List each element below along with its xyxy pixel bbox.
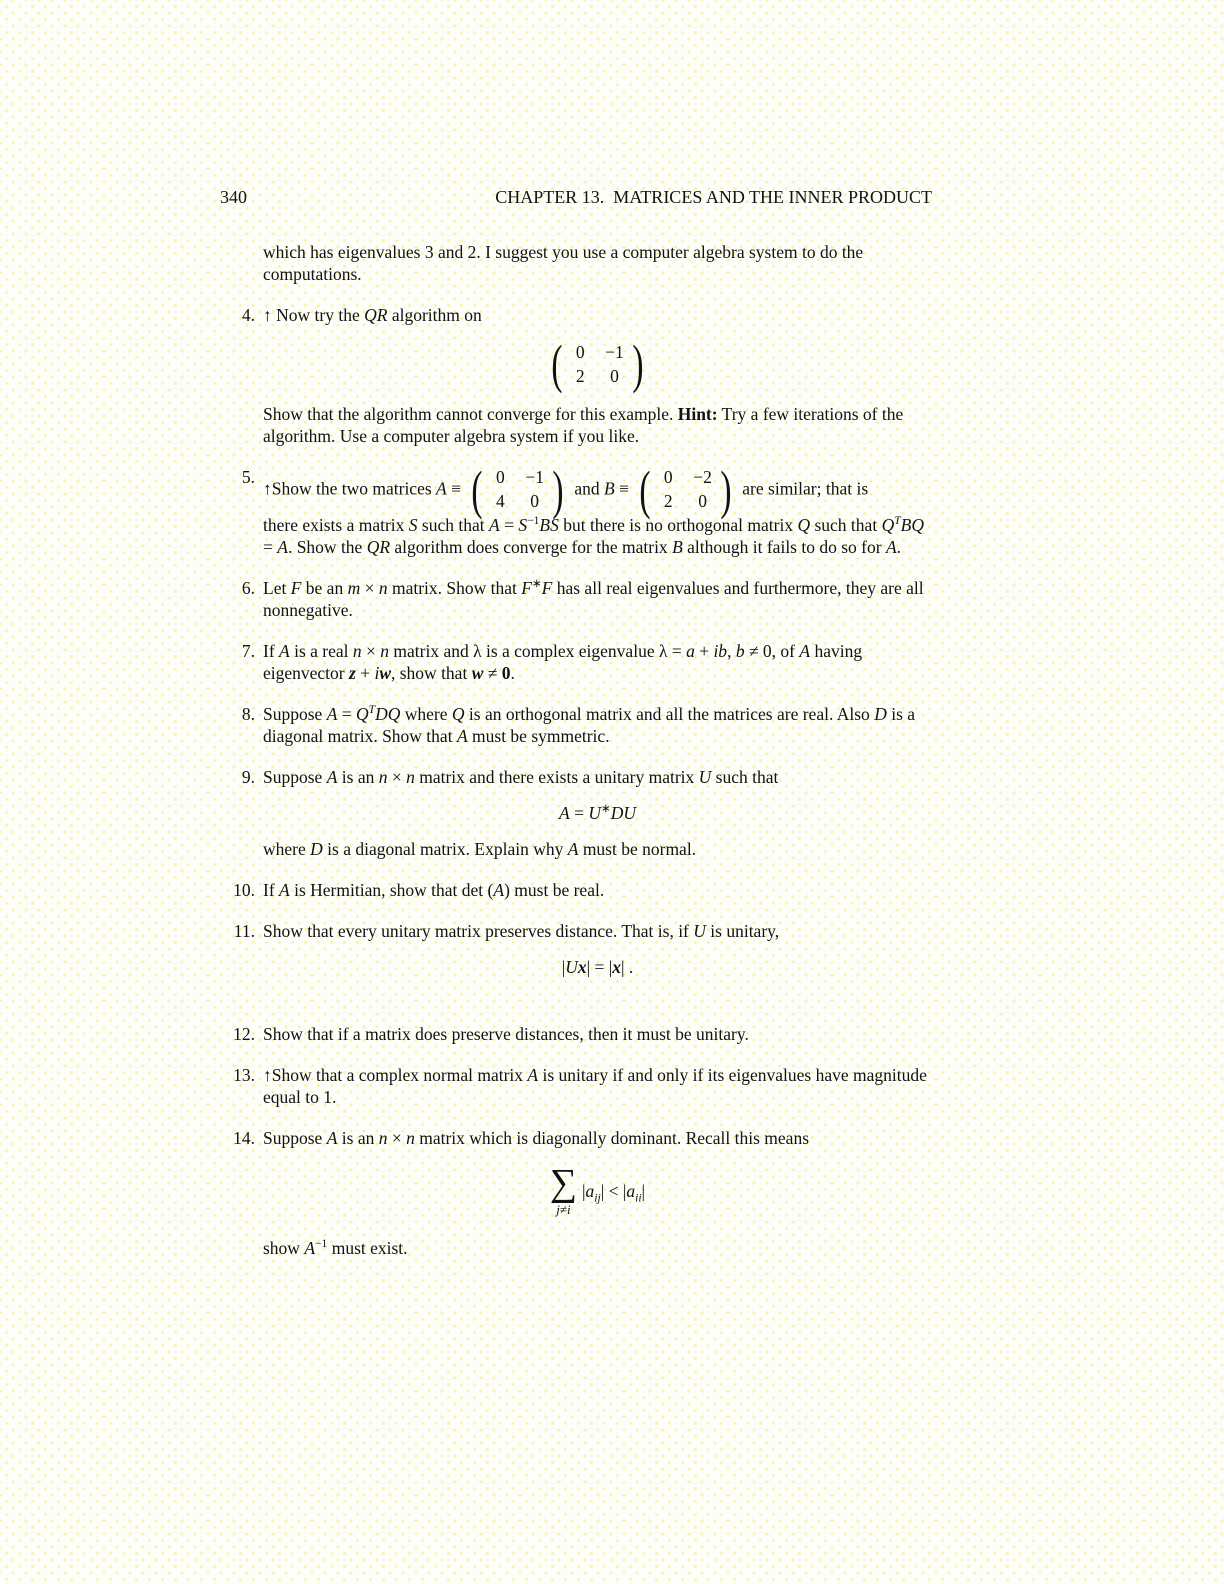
item-body: [263, 879, 932, 901]
matrix-cells: [486, 467, 549, 512]
exercise-item-12: [220, 1023, 932, 1045]
item-body: [263, 1064, 932, 1108]
matrix-cell: 2: [575, 365, 585, 386]
matrix-cell: 0: [575, 341, 585, 362]
left-paren-icon: (: [471, 459, 483, 520]
item-number: 8.: [241, 704, 255, 725]
item-body: [263, 1023, 932, 1045]
display-matrix: [263, 334, 932, 394]
page-number: 340: [220, 187, 247, 207]
right-paren-icon: ): [720, 459, 732, 520]
item-number: 9.: [241, 767, 255, 788]
rich-text: $|a_{ij}| < |a_{ii}|$: [582, 1181, 646, 1205]
paragraph-continuation: which has eigenvalues 3 and 2. I suggest you use a computer algebra system to do the computations.: [263, 242, 868, 284]
matrix-cell: −1: [525, 467, 544, 488]
rich-text: are similar; that is: [737, 477, 869, 498]
exercise-item-9: [220, 766, 932, 860]
matrix-cell: 2: [663, 491, 673, 512]
item-number: 10.: [233, 880, 255, 901]
matrix-cells: [566, 342, 629, 387]
item-number: 4.: [241, 305, 255, 325]
text-block: [220, 186, 932, 1259]
exercise-item-5: [220, 459, 932, 559]
paragraph: where D is a diagonal matrix. Explain why A must be normal.: [263, 839, 697, 860]
item-number: 7.: [241, 641, 255, 662]
left-paren-icon: (: [551, 334, 563, 394]
matrix-b: [636, 459, 735, 520]
matrix-cell: 0: [698, 491, 707, 512]
sum-expression: [549, 1162, 646, 1218]
item-number: 14.: [233, 1128, 255, 1149]
paragraph: Suppose A is an n × n matrix and there exists a unitary matrix U such that: [263, 767, 779, 788]
sigma-subscript: j≠i: [556, 1202, 571, 1218]
item-body: [263, 577, 932, 621]
right-paren-icon: ): [632, 334, 644, 394]
item-number: 6.: [241, 578, 255, 599]
item-number: 12.: [233, 1024, 255, 1045]
rich-text: ↑Show the two matrices A ≡: [263, 477, 466, 498]
item-body: [263, 766, 932, 860]
item-body: [263, 1127, 932, 1259]
matrix-cell: 0: [530, 491, 540, 512]
exercise-item-8: [220, 703, 932, 747]
matrix-cell: 0: [610, 365, 619, 386]
item-body: [263, 640, 932, 684]
rich-text: and B ≡: [569, 477, 634, 498]
matrix-cell: −2: [693, 467, 712, 488]
paragraph: Let F be an m × n matrix. Show that F∗F has all real eigenvalues and furthermore, they are all nonnegative.: [263, 578, 928, 621]
display-sum-inequality: [263, 1162, 932, 1218]
exercise-item-11: [220, 920, 932, 1004]
item-body: [263, 304, 932, 447]
paragraph: Show that the algorithm cannot converge for this example. Hint: Try a few iterations of the algorithm. Use a computer algebra system if you like.: [263, 403, 908, 446]
right-paren-icon: ): [552, 459, 564, 520]
exercise-item-14: [220, 1127, 932, 1259]
matrix-a: [468, 459, 567, 520]
item-body: [263, 920, 932, 1004]
paragraph-with-matrices: [263, 459, 932, 520]
paragraph: ↑ Now try the QR algorithm on: [263, 305, 482, 325]
matrix-cell: 0: [495, 467, 505, 488]
paragraph: Suppose A is an n × n matrix which is diagonally dominant. Recall this means: [263, 1128, 810, 1149]
paragraph: Show that if a matrix does preserve distances, then it must be unitary.: [263, 1024, 749, 1045]
paragraph: ↑Show that a complex normal matrix A is unitary if and only if its eigenvalues have magnitude equal to 1.: [263, 1065, 932, 1108]
display-equation: |Ux| = |x| .: [561, 957, 634, 978]
paragraph: Show that every unitary matrix preserves distance. That is, if U is unitary,: [263, 921, 780, 942]
item-number: 11.: [233, 921, 255, 942]
left-paren-icon: (: [639, 459, 651, 520]
sigma-icon: ∑: [549, 1162, 578, 1205]
matrix-cells: [654, 467, 717, 512]
matrix-cell: −1: [605, 341, 624, 362]
paragraph: there exists a matrix S such that $A = S^{-1}BS$ but there is no orthogonal matrix Q such that $Q^TBQ = A$. Show the QR algorithm does converge for the matrix B although it fails to do so for A.: [263, 515, 929, 558]
matrix-cell: 0: [663, 467, 673, 488]
paragraph: show $A^{-1}$ must exist.: [263, 1238, 408, 1259]
exercise-item-7: [220, 640, 932, 684]
item-number: 13.: [233, 1065, 255, 1086]
item-body: [263, 459, 932, 559]
item-number: 5.: [241, 466, 255, 487]
paragraph: If A is a real n × n matrix and λ is a complex eigenvalue λ = a + ib, b ≠ 0, of A having eigenvector z + iw, show that w ≠ 0.: [263, 641, 867, 684]
sigma-stack: [549, 1162, 578, 1218]
paragraph: If A is Hermitian, show that det (A) must be real.: [263, 880, 605, 901]
exercise-item-10: [220, 879, 932, 901]
paragraph: Suppose $A = Q^TDQ$ where Q is an orthogonal matrix and all the matrices are real. Also D is a diagonal matrix. Show that A must be symmetric.: [263, 704, 920, 747]
page-header: [220, 186, 932, 208]
item-body: [263, 703, 932, 747]
chapter-header: CHAPTER 13. MATRICES AND THE INNER PRODUCT: [495, 187, 932, 207]
matrix: [548, 334, 647, 394]
exercise-item-4: [220, 304, 932, 447]
exercise-item-13: [220, 1064, 932, 1108]
matrix-cell: 4: [495, 491, 505, 512]
exercise-item-6: [220, 577, 932, 621]
display-equation: A = U∗DU: [559, 803, 636, 824]
